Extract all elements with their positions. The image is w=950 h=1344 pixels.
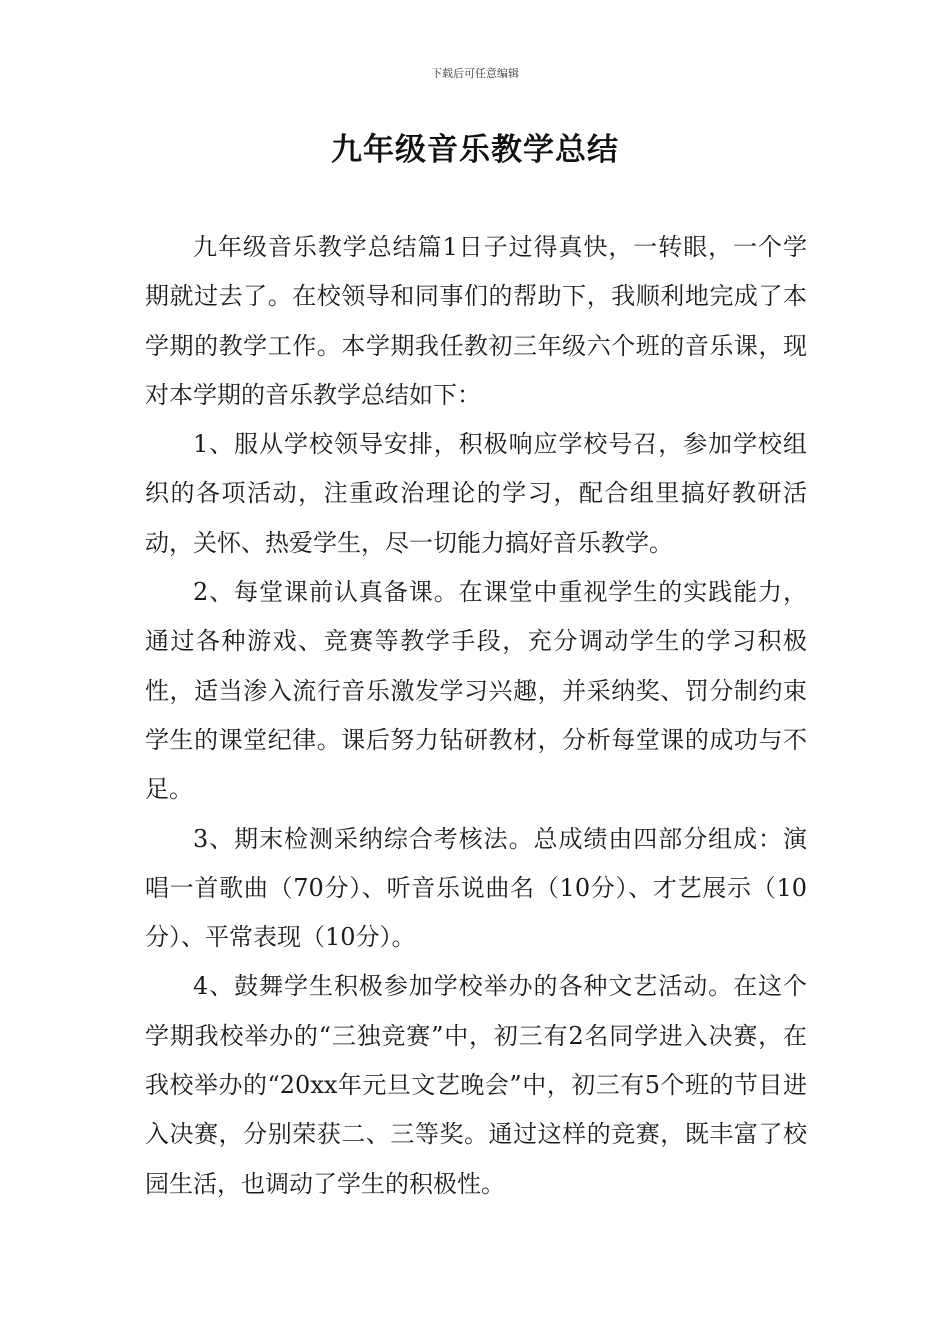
paragraph-item-4: 4、鼓舞学生积极参加学校举办的各种文艺活动。在这个学期我校举办的“三独竞赛”中，初三有2名同学进入决赛，在我校举办的“20xx年元旦文艺晚会”中，初三有5个班的节目进入决赛，分别荣获二、三等奖。通过这样的竞赛，既丰富了校园生活，也调动了学生的积极性。: [145, 972, 807, 1198]
document-body: [145, 223, 807, 1209]
paragraph-item-2: 2、每堂课前认真备课。在课堂中重视学生的实践能力，通过各种游戏、竞赛等教学手段，充分调动学生的学习积极性，适当渗入流行音乐激发学习兴趣，并采纳奖、罚分制约束学生的课堂纪律。课后努力钻研教材，分析每堂课的成功与不足。: [145, 578, 807, 804]
header-note: 下载后可任意编辑: [431, 67, 519, 80]
paragraph-item-1: 1、服从学校领导安排，积极响应学校号召，参加学校组织的各项活动，注重政治理论的学习，配合组里搞好教研活动，关怀、热爱学生，尽一切能力搞好音乐教学。: [145, 430, 807, 557]
paragraph-intro: 九年级音乐教学总结篇1日子过得真快，一转眼，一个学期就过去了。在校领导和同事们的帮助下，我顺利地完成了本学期的教学工作。本学期我任教初三年级六个班的音乐课，现对本学期的音乐教学总结如下：: [145, 233, 807, 409]
paragraph-item-3: 3、期末检测采纳综合考核法。总成绩由四部分组成：演唱一首歌曲（70分）、听音乐说曲名（10分）、才艺展示（10分）、平常表现（10分）。: [145, 824, 807, 952]
document-title: 九年级音乐教学总结: [331, 132, 619, 168]
